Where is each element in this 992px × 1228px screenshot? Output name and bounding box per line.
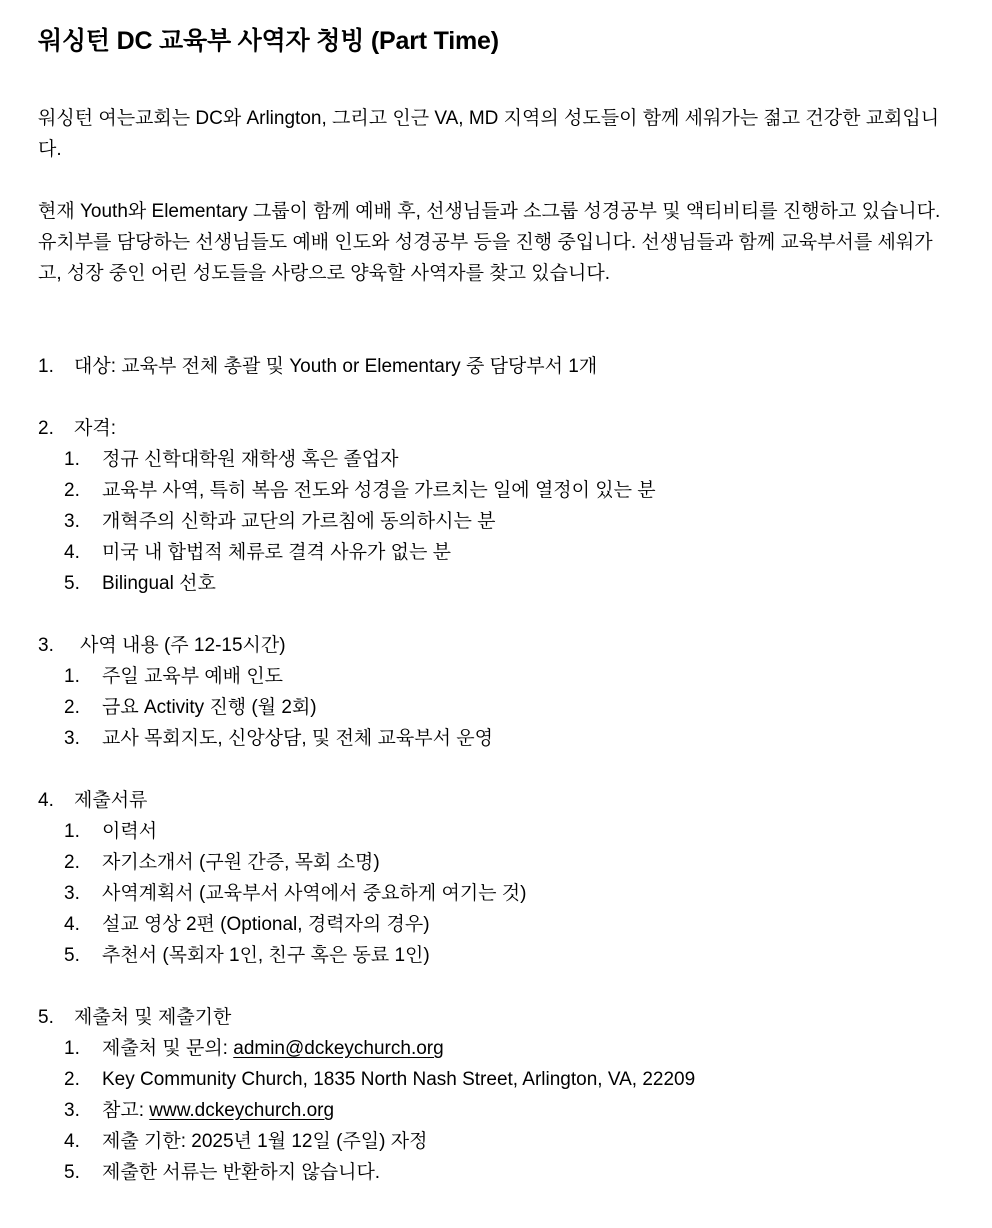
submission-contact-prefix: 제출처 및 문의: <box>102 1038 234 1059</box>
list-item <box>64 940 950 971</box>
list-item-text: 개혁주의 신학과 교단의 가르침에 동의하시는 분 <box>102 511 496 532</box>
list-item-text: 사역계획서 (교육부서 사역에서 중요하게 여기는 것) <box>102 883 527 904</box>
section-heading <box>38 351 950 382</box>
list-item-text <box>102 1033 950 1064</box>
numbered-list <box>38 351 950 1188</box>
list-number: 5. <box>64 573 80 594</box>
list-item-text: Bilingual 선호 <box>102 573 216 594</box>
list-item <box>64 475 950 506</box>
reference-prefix: 참고: <box>102 1100 150 1121</box>
website-link[interactable]: www.dckeychurch.org <box>149 1100 335 1121</box>
list-item-text: 이력서 <box>102 821 158 842</box>
list-number: 2. <box>64 1069 80 1090</box>
section-label: 사역 내용 (주 12-15시간) <box>80 635 286 656</box>
list-item <box>64 1157 950 1188</box>
list-item <box>64 661 950 692</box>
list-item <box>64 1064 950 1095</box>
list-item <box>64 1126 950 1157</box>
list-item <box>64 568 950 599</box>
list-item-text <box>102 1095 950 1126</box>
section-label: 자격: <box>74 418 116 439</box>
deadline-text: 제출 기한: 2025년 1월 12일 (주일) 자정 <box>102 1131 428 1152</box>
list-item <box>64 723 950 754</box>
section-documents <box>38 785 950 971</box>
list-number: 4. <box>64 914 80 935</box>
list-number: 4. <box>64 542 80 563</box>
list-item-text: 자기소개서 (구원 간증, 목회 소명) <box>102 852 380 873</box>
list-item <box>64 816 950 847</box>
section-submission <box>38 1002 950 1188</box>
list-number: 3. <box>38 635 54 656</box>
list-item <box>64 692 950 723</box>
list-item <box>64 878 950 909</box>
list-item <box>64 1095 950 1126</box>
list-item-text: 설교 영상 2편 (Optional, 경력자의 경우) <box>102 914 430 935</box>
list-item-text: 주일 교육부 예배 인도 <box>102 666 284 687</box>
list-item <box>64 909 950 940</box>
email-link[interactable]: admin@dckeychurch.org <box>233 1038 444 1059</box>
section-label: 제출처 및 제출기한 <box>74 1007 232 1028</box>
list-number: 4. <box>64 1131 80 1152</box>
page-title: 워싱턴 DC 교육부 사역자 청빙 (Part Time) <box>38 27 499 55</box>
list-item-text: 미국 내 합법적 체류로 결격 사유가 없는 분 <box>102 542 451 563</box>
section-heading <box>38 1002 950 1033</box>
section-heading <box>38 413 950 444</box>
intro-paragraph-1: 워싱턴 여는교회는 DC와 Arlington, 그리고 인근 VA, MD 지역의 성도들이 함께 세워가는 젊고 건강한 교회입니다. <box>38 108 940 160</box>
no-return-notice: 제출한 서류는 반환하지 않습니다. <box>102 1162 381 1183</box>
list-number: 5. <box>64 945 80 966</box>
list-item <box>64 847 950 878</box>
section-heading <box>38 785 950 816</box>
section-qualifications <box>38 413 950 599</box>
list-item <box>64 444 950 475</box>
list-item-text: 교사 목회지도, 신앙상담, 및 전체 교육부서 운영 <box>102 728 493 749</box>
list-item <box>64 1033 950 1064</box>
list-number: 3. <box>64 883 80 904</box>
list-number: 5. <box>64 1162 80 1183</box>
section-heading <box>38 630 950 661</box>
list-item-text: 교육부 사역, 특히 복음 전도와 성경을 가르치는 일에 열정이 있는 분 <box>102 480 656 501</box>
section-ministry-duties <box>38 630 950 754</box>
list-item <box>64 506 950 537</box>
list-number: 3. <box>64 1100 80 1121</box>
intro-paragraph-2: 현재 Youth와 Elementary 그룹이 함께 예배 후, 선생님들과 소그룹 성경공부 및 액티비티를 진행하고 있습니다. 유치부를 담당하는 선생님들도 예배 인도와 성경공부 등을 진행 중입니다. 선생님들과 함께 교육부서를 세워가고, 성장 중인 어린 성도들을 사랑으로 양육할 사역자를 찾고 있습니다. <box>38 201 941 284</box>
list-number: 1. <box>64 666 80 687</box>
section-label: 대상: 교육부 전체 총괄 및 Youth or Elementary 중 담당부서 1개 <box>74 356 598 377</box>
list-number: 3. <box>64 511 80 532</box>
section-label: 제출서류 <box>74 790 148 811</box>
list-item-text: 추천서 (목회자 1인, 친구 혹은 동료 1인) <box>102 945 430 966</box>
list-item-text: 금요 Activity 진행 (월 2회) <box>102 697 317 718</box>
church-address: Key Community Church, 1835 North Nash Street, Arlington, VA, 22209 <box>102 1069 696 1090</box>
list-number: 3. <box>64 728 80 749</box>
list-number: 1. <box>38 356 54 377</box>
list-number: 2. <box>64 480 80 501</box>
list-number: 2. <box>64 697 80 718</box>
section-target <box>38 351 950 382</box>
list-number: 1. <box>64 821 80 842</box>
list-number: 2. <box>38 418 54 439</box>
list-number: 4. <box>38 790 54 811</box>
list-number: 2. <box>64 852 80 873</box>
list-number: 5. <box>38 1007 54 1028</box>
list-item-text: 정규 신학대학원 재학생 혹은 졸업자 <box>102 449 399 470</box>
list-number: 1. <box>64 449 80 470</box>
list-number: 1. <box>64 1038 80 1059</box>
list-item <box>64 537 950 568</box>
